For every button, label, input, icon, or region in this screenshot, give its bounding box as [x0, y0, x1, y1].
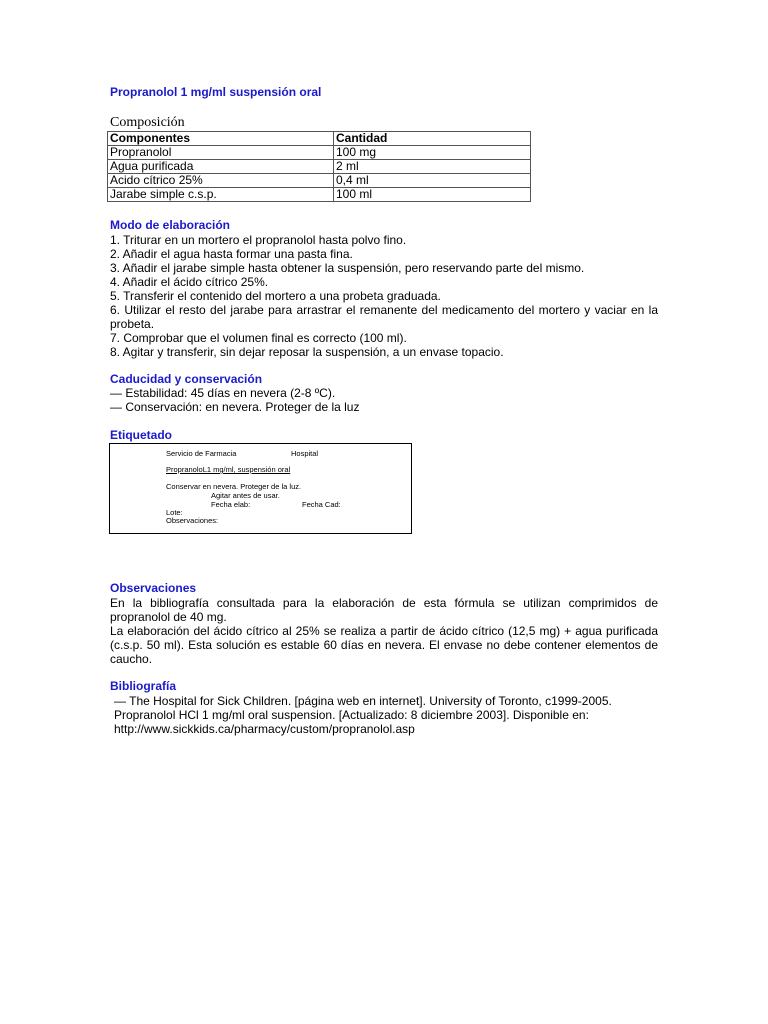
composicion-heading: Composición — [110, 115, 185, 130]
table-row — [108, 160, 531, 174]
observaciones-body — [110, 596, 658, 666]
etiquetado-heading: Etiquetado — [110, 428, 172, 442]
table-cell: 0,4 ml — [334, 174, 531, 188]
table-cell: 2 ml — [334, 160, 531, 174]
label-lote: Lote: — [166, 508, 183, 517]
column-header-componentes: Componentes — [108, 132, 334, 146]
table-cell: Jarabe simple c.s.p. — [108, 188, 334, 202]
reference-line: Propranolol HCl 1 mg/ml oral suspension. [Actualizado: 8 diciembre 2003]. Disponible en: — [114, 708, 589, 722]
table-cell: 100 ml — [334, 188, 531, 202]
label-fecha-cad: Fecha Cad: — [302, 500, 341, 509]
elaboration-steps — [110, 233, 658, 359]
list-item: — Conservación: en nevera. Proteger de la luz — [110, 400, 360, 414]
caducidad-lines — [110, 386, 359, 414]
paragraph: La elaboración del ácido cítrico al 25% se realiza a partir de ácido cítrico (12,5 mg) + agua purificada (c.s.p. 50 ml). Esta solución es estable 60 días en nevera. El envase no debe contener elementos de caucho. — [110, 624, 658, 666]
list-item: 3. Añadir el jarabe simple hasta obtener la suspensión, pero reservando parte del mismo. — [110, 261, 585, 275]
list-item: 1. Triturar en un mortero el propranolol hasta polvo fino. — [110, 233, 407, 247]
paragraph: En la bibliografía consultada para la elaboración de esta fórmula se utilizan comprimidos de propranolol de 40 mg. — [110, 596, 658, 624]
table-row — [108, 188, 531, 202]
reference-url[interactable]: http://www.sickkids.ca/pharmacy/custom/propranolol.asp — [114, 722, 415, 736]
label-servicio: Servicio de Farmacia — [166, 449, 237, 458]
bibliografia-body — [114, 694, 674, 736]
table-cell: Agua purificada — [108, 160, 334, 174]
table-cell: 100 mg — [334, 146, 531, 160]
label-hospital: Hospital — [291, 449, 319, 458]
label-agitar: Agitar antes de usar. — [211, 491, 280, 500]
modo-elaboracion-heading: Modo de elaboración — [110, 218, 231, 232]
caducidad-heading: Caducidad y conservación — [110, 372, 263, 386]
table-cell: Acido cítrico 25% — [108, 174, 334, 188]
label-conservar: Conservar en nevera. Proteger de la luz. — [166, 482, 302, 491]
label-sample — [109, 443, 412, 534]
bibliografia-heading: Bibliografía — [110, 679, 177, 693]
list-item: 4. Añadir el ácido cítrico 25%. — [110, 275, 269, 289]
table-row — [108, 174, 531, 188]
list-item: 6. Utilizar el resto del jarabe para arrastrar el remanente del medicamento del mortero y vaciar en la probeta. — [110, 303, 658, 331]
reference-line: — The Hospital for Sick Children. [página web en internet]. University of Toronto, c1999-2005. — [114, 694, 612, 708]
document-title: Propranolol 1 mg/ml suspensión oral — [110, 85, 322, 99]
table-cell: Propranolol — [108, 146, 334, 160]
list-item: 2. Añadir el agua hasta formar una pasta fina. — [110, 247, 353, 261]
column-header-cantidad: Cantidad — [334, 132, 531, 146]
table-row — [108, 146, 531, 160]
list-item: 8. Agitar y transferir, sin dejar reposar la suspensión, a un envase topacio. — [110, 345, 504, 359]
label-product-name: PropranoloL1 mg/ml, suspensión oral — [166, 465, 291, 474]
label-fecha-elab: Fecha elab: — [211, 500, 251, 509]
list-item: 7. Comprobar que el volumen final es correcto (100 ml). — [110, 331, 407, 345]
composition-table — [107, 131, 531, 202]
observaciones-heading: Observaciones — [110, 581, 197, 595]
list-item: — Estabilidad: 45 días en nevera (2-8 ºC). — [110, 386, 336, 400]
label-observaciones: Observaciones: — [166, 516, 219, 525]
list-item: 5. Transferir el contenido del mortero a una probeta graduada. — [110, 289, 441, 303]
table-header-row — [108, 132, 531, 146]
